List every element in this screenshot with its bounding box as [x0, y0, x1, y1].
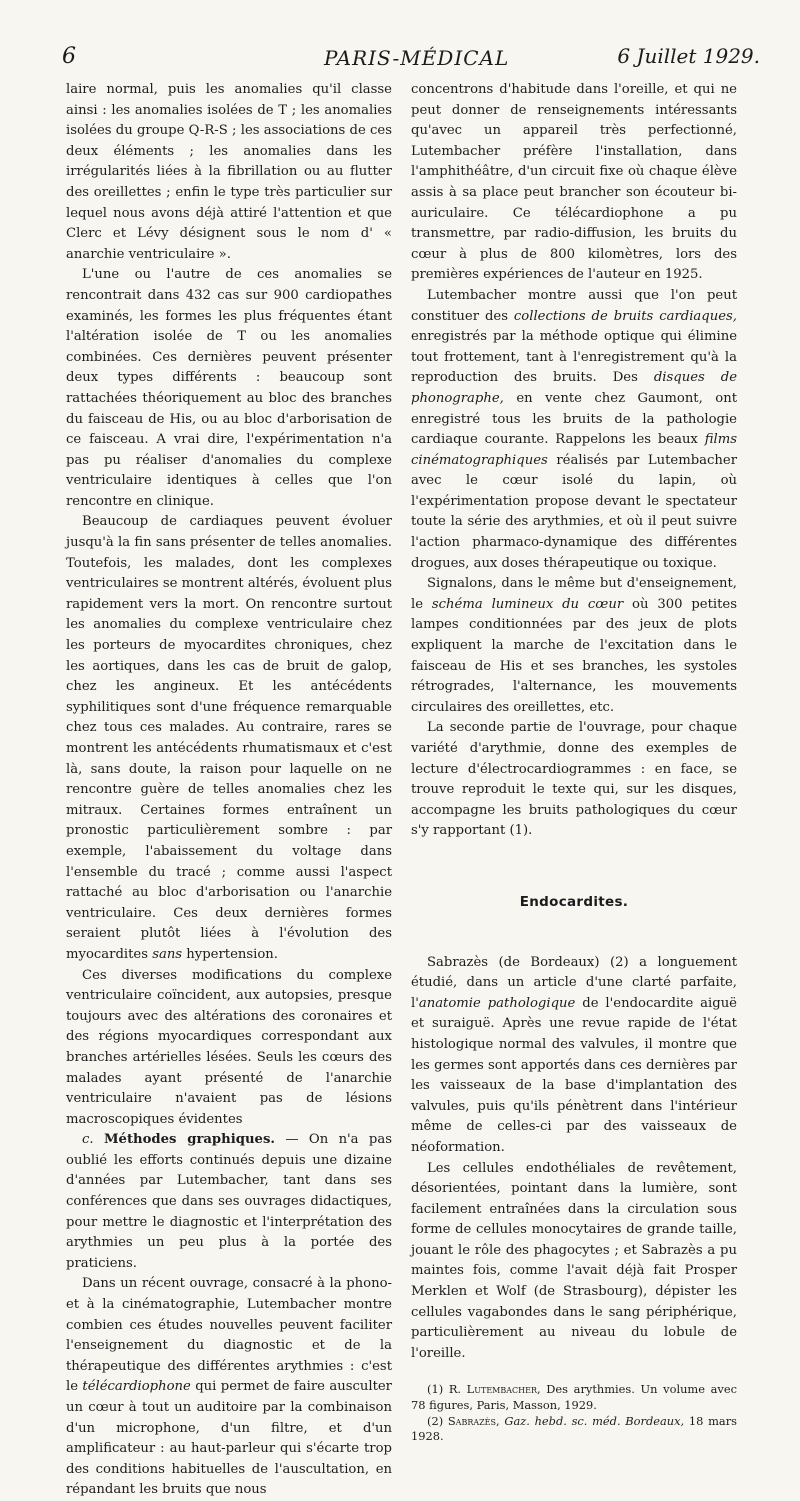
- paragraph: Lutembacher montre aussi que l'on peut constituer des collections de bruits cardiaques, enregistrés par la méthode optique qui élimine tout frottement, tant à l'enregistrement qu'à la reproduction des bruits. Des disques de phonographe, en vente chez Gaumont, ont enregistré tous les bruits de la pathologie cardiaque courante. Rappelons les beaux films cinématographiques réalisés par Lutembacher avec le cœur isolé du lapin, où l'expérimentation propose devant le spectateur toute la série des arythmies, et où il peut suivre l'action pharmaco-dynamique des différentes drogues, aux doses thérapeutique ou toxique.: [411, 287, 737, 571]
- paragraph: laire normal, puis les anomalies qu'il classe ainsi : les anomalies isolées de T ; les anomalies isolées du groupe Q-R-S ; les associations de ces deux éléments ; les anomalies dans les irrégularités liées à la fibrillation ou au flutter des oreillettes ; enfin le type très particulier sur lequel nous avons déjà attiré l'attention et que Clerc et Lévy désignent sous le nom d' « anarchie ventriculaire ».: [66, 82, 392, 262]
- paragraph: Signalons, dans le même but d'enseignement, le schéma lumineux du cœur où 300 petites lampes conditionnées par des jeux de plots expliquent la marche de l'excitation dans le faisceau de His et ses branches, les systoles rétrogrades, l'alternance, les mouvements circulaires des oreillettes, etc.: [411, 576, 738, 715]
- footnotes: [411, 1382, 737, 1444]
- right-column: [411, 80, 737, 1445]
- emphasis: sans: [152, 946, 183, 962]
- emphasis: télécardiophone: [82, 1379, 191, 1395]
- page-number: 6: [62, 44, 76, 69]
- footnote-1: (1) R. Lutembacher, Des arythmies. Un volume avec 78 figures, Paris, Masson, 1929.: [411, 1382, 737, 1413]
- paragraph: Les cellules endothéliales de revêtement, désorientées, pointant dans la lumière, sont facilement entraînées dans la circulation sous forme de cellules monocytaires de grande taille, jouant le rôle des phagocytes ; et Sabrazès a pu maintes fois, comme l'avait déjà fait Prosper Merklen et Wolf (de Strasbourg), dépister les cellules vagabondes dans le sang périphérique, particulièrement au niveau du lobule de l'oreille.: [411, 1160, 737, 1361]
- paragraph: Sabrazès (de Bordeaux) (2) a longuement étudié, dans un article d'une clarté parfaite, l'anatomie pathologique de l'endocardite aiguë et suraiguë. Après une revue rapide de l'état histologique normal des valvules, il montre que les germes sont apportés dans ces dernières par les vaisseaux de la base d'implantation des valvules, puis qu'ils pénètrent dans l'intérieur même de celles-ci par des vaisseaux de néoformation.: [411, 954, 737, 1155]
- page-header: [62, 44, 760, 74]
- section-letter: c.: [82, 1132, 94, 1148]
- paragraph: Ces diverses modifications du complexe ventriculaire coïncident, aux autopsies, presque toujours avec des altérations des coronaires et des régions myocardiques correspondant aux branches artérielles lésées. Seuls les cœurs des malades ayant présenté de l'anarchie ventriculaire n'avaient pas de lésions macroscopiques évidentes: [66, 967, 392, 1127]
- paragraph: La seconde partie de l'ouvrage, pour chaque variété d'arythmie, donne des exemples de lecture d'électrocardiogrammes : en face, se trouve reproduit le texte qui, sur les disques, accompagne les bruits pathologiques du cœur s'y rapportant (1).: [411, 720, 737, 839]
- footnote-2: (2) Sabrazès, Gaz. hebd. sc. méd. Bordeaux, 18 mars 1928.: [411, 1413, 737, 1444]
- paragraph: concentrons d'habitude dans l'oreille, et qui ne peut donner de renseignements intéressants qu'avec un appareil très perfectionné, Lutembacher préfère l'installation, dans l'amphithéâtre, d'un circuit fixe où chaque élève assis à sa place peut brancher son écouteur bi-auriculaire. Ce télécardiophone a pu transmettre, par radio-diffusion, les bruits du cœur à plus de 800 kilomètres, lors des premières expériences de l'auteur en 1925.: [411, 82, 737, 283]
- paragraph: Dans un récent ouvrage, consacré à la phono- et à la cinématographie, Lutembacher montre combien ces études nouvelles peuvent faciliter l'enseignement du diagnostic et de la thérapeutique des différentes arythmies : c'est le télécardiophone qui permet de faire ausculter un cœur à tout un auditoire par la combinaison d'un microphone, d'un filtre, et d'un amplificateur : au haut-parleur qui s'écarte trop des conditions habituelles de l'auscultation, en répandant les bruits que nous: [66, 1276, 392, 1498]
- subsection-heading: Méthodes graphiques.: [103, 1132, 275, 1148]
- paragraph-methodes-graphiques: c. Méthodes graphiques. — On n'a pas oublié les efforts continués depuis une dizaine d'années par Lutembacher, tant dans ses conférences que dans ses ouvrages didactiques, pour mettre le diagnostic et l'interprétation des arythmies un peu plus à la portée des praticiens.: [66, 1132, 392, 1271]
- journal-title: PARIS-MÉDICAL: [324, 46, 510, 70]
- paragraph: L'une ou l'autre de ces anomalies se rencontrait dans 432 cas sur 900 cardiopathes examinés, les formes les plus fréquentes étant l'altération isolée de T ou les anomalies combinées. Ces dernières peuvent présenter deux types différents : beaucoup sont rattachées théoriquement au bloc des branches du faisceau de His, ou au bloc d'arborisation de ce faisceau. A vrai dire, l'expérimentation n'a pas pu réaliser d'anomalies du complexe ventriculaire identiques à celles que l'on rencontre en clinique.: [66, 267, 392, 509]
- paragraph: Beaucoup de cardiaques peuvent évoluer jusqu'à la fin sans présenter de telles anomalies. Toutefois, les malades, dont les complexes ventriculaires se montrent altérés, évoluent plus rapidement vers la mort. On rencontre surtout les anomalies du complexe ventriculaire chez les porteurs de myocardites chroniques, chez les aortiques, dans les cas de bruit de galop, chez les angineux. Et les antécédents syphilitiques sont d'une fréquence remarquable chez tous ces malades. Au contraire, rares se montrent les antécédents rhumatismaux et c'est là, sans doute, la raison pour laquelle on ne rencontre guère de telles anomalies chez les mitraux. Certaines formes entraînent un pronostic particulièrement sombre : par exemple, l'abaissement du voltage dans l'ensemble du tracé ; comme aussi l'aspect rattaché au bloc d'arborisation ou l'anarchie ventriculaire. Ces deux dernières formes seraient plutôt liées à l'évolution des myocardites sans hypertension.: [66, 514, 392, 962]
- section-heading-endocardites: Endocardites.: [519, 893, 629, 910]
- issue-date: 6 Juillet 1929.: [617, 44, 760, 68]
- left-column: [66, 80, 392, 1501]
